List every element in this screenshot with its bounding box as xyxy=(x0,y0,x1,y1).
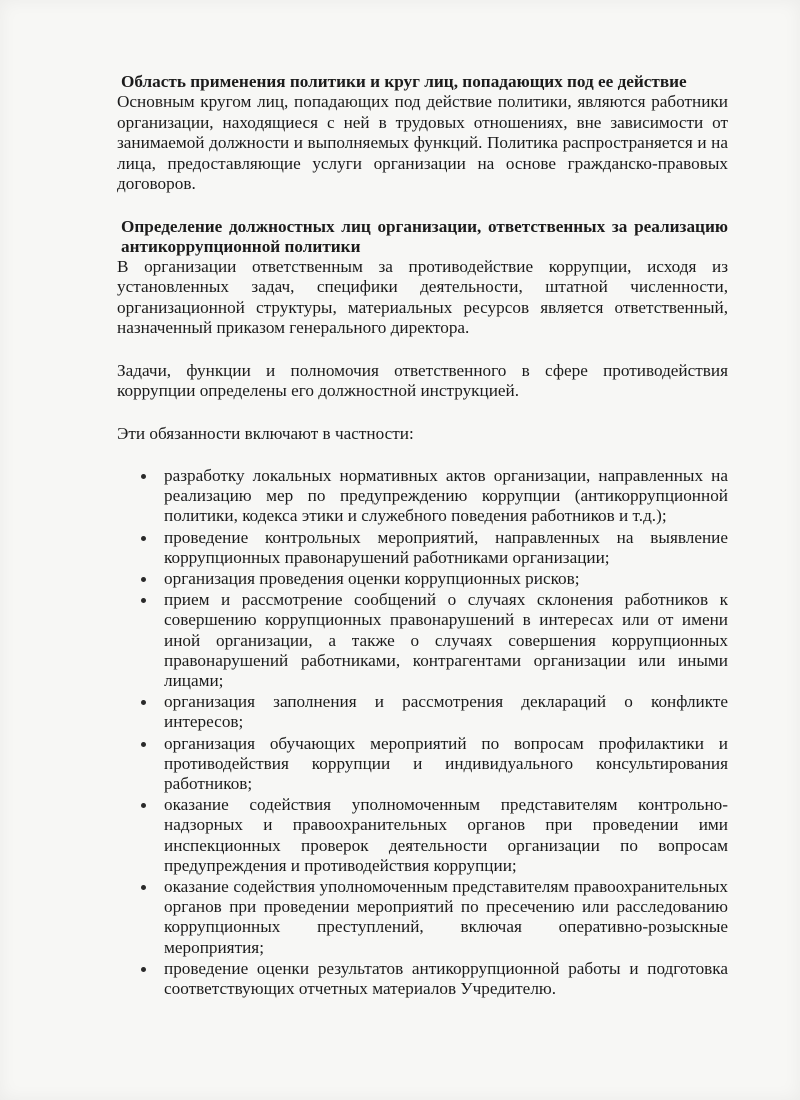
bullet-icon xyxy=(141,803,146,808)
section-1-title: Область применения политики и круг лиц, попадающих под ее действие xyxy=(121,72,687,91)
section-2-title: Определение должностных лиц организации, ответственных за реализацию антикоррупционной политики xyxy=(121,216,728,256)
list-item xyxy=(164,528,728,568)
tasks-paragraph: Задачи, функции и полномочия ответственного в сфере противодействия коррупции определены его должностной инструкцией. xyxy=(117,360,728,400)
section-1-body: Основным кругом лиц, попадающих под действие политики, являются работники организации, находящиеся с ней в трудовых отношениях, вне зависимости от занимаемой должности и выполняемых функций. Политика распространяется и на лица, предоставляющие услуги организации на основе гражданско-правовых договоров. xyxy=(117,92,728,193)
list-item-text: проведение контрольных мероприятий, направленных на выявление коррупционных правонарушений работниками организации; xyxy=(164,527,728,567)
list-item-text: прием и рассмотрение сообщений о случаях склонения работников к совершению коррупционных правонарушений в интересах или от имени иной организации, а также о случаях совершения коррупционных правонарушений работниками, контрагентами организации или иными лицами; xyxy=(164,590,728,691)
list-item-text: организация заполнения и рассмотрения деклараций о конфликте интересов; xyxy=(164,692,728,732)
bullet-icon xyxy=(141,474,146,479)
bullet-icon xyxy=(141,700,146,705)
bullet-icon xyxy=(141,577,146,582)
list-item xyxy=(164,466,728,527)
list-item-text: оказание содействия уполномоченным представителям правоохранительных органов при проведении мероприятий по пресечению или расследованию коррупционных преступлений, включая оперативно-розыскные мероприятия; xyxy=(164,877,728,957)
bullet-icon xyxy=(141,742,146,747)
duties-intro: Эти обязанности включают в частности: xyxy=(117,423,414,443)
list-item xyxy=(164,795,728,876)
bullet-icon xyxy=(141,598,146,603)
list-item-text: организация проведения оценки коррупционных рисков; xyxy=(164,569,580,589)
bullet-icon xyxy=(141,967,146,972)
duties-list xyxy=(117,466,728,999)
list-item xyxy=(164,959,728,999)
list-item-text: оказание содействия уполномоченным представителям контрольно-надзорных и правоохранительных органов при проведении ими инспекционных проверок деятельности организации по вопросам предупреждения и противодействия коррупции; xyxy=(164,795,728,875)
list-item-text: разработку локальных нормативных актов организации, направленных на реализацию мер по предупреждению коррупции (антикоррупционной политики, кодекса этики и служебного поведения работников и т.д.); xyxy=(164,466,728,526)
list-item xyxy=(164,569,728,589)
bullet-icon xyxy=(141,536,146,541)
list-item xyxy=(164,692,728,732)
list-item-text: организация обучающих мероприятий по вопросам профилактики и противодействия коррупции и индивидуального консультирования работников; xyxy=(164,733,728,794)
section-2-body: В организации ответственным за противодействие коррупции, исходя из установленных задач, специфики деятельности, штатной численности, организационной структуры, материальных ресурсов является ответственный, назначенный приказом генерального директора. xyxy=(117,256,728,337)
list-item xyxy=(164,734,728,795)
list-item xyxy=(164,590,728,691)
list-item xyxy=(164,877,728,958)
list-item-text: проведение оценки результатов антикоррупционной работы и подготовка соответствующих отчетных материалов Учредителю. xyxy=(164,958,728,999)
bullet-icon xyxy=(141,885,146,890)
